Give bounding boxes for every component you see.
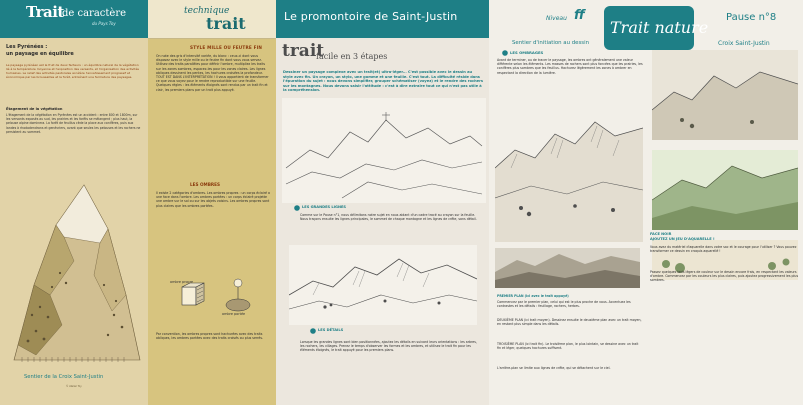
face-noir-heading: FACE NOIR <box>650 232 672 236</box>
aquarelle-paragraph: Vous avez du matériel d'aquarelle dans votre sac et le courage pour l'utiliser ? Vous pouvez transformer ce dessin en croquis aquarellé ! <box>650 245 797 254</box>
vegetation-diagram <box>4 165 144 365</box>
troisieme-plan-paragraph: TROISIÈME PLAN (ici trait fin). Le troisième plan, le plus lointain, se dessine avec un trait fin et léger, quelques hachures suffisent. <box>497 342 639 351</box>
premier-plan-paragraph: Commencez par le premier plan, celui qui est le plus proche de vous. Accentuez les contrastes et les détails : feuillage, rochers, herbes. <box>497 300 631 309</box>
promontoire-title: Le promontoire de Saint-Justin <box>284 10 458 23</box>
promontoire-intro: Dessiner un paysage complexe avec un trait(et) ultra-léger... C'est possible avec le dessin au style avec fin. Un crayon, un stylo, une gomme et une feuille. C'est tout. La difficulté réside dans l'épuration du sujet : nous devons simplifier, grouper schématiser (voyez) et le rendre des rochers sur les montagnes. Nous devons saisir l'attitude : c'est à dire extraire tout ce qui n'est pas utile à la compréhension. <box>283 70 484 93</box>
caractere-title-trait: Trait <box>26 3 64 21</box>
equilibre-heading: un paysage en équilibre <box>6 51 74 57</box>
deuxieme-plan-paragraph: DEUXIÈME PLAN (ici trait moyen). Dessinez ensuite le deuxième plan avec un trait moyen, en restant plus simple dans les détails. <box>497 318 642 327</box>
caractere-footer: Sentier de la Croix Saint-Justin <box>24 374 104 380</box>
grandes-lignes-heading: LES GRANDES LIGNES <box>302 205 346 209</box>
niveau-mark: ff <box>574 8 585 23</box>
details-sketch <box>289 245 477 325</box>
convention-paragraph: Par convention, les ombres propres sont hachurées avec des traits obliques, les ombres portées avec des traits croisés ou plus serrés. <box>156 332 264 341</box>
shadow-sketch <box>168 275 264 317</box>
ombrages-sketch <box>495 78 643 242</box>
step-three-icon <box>502 50 508 56</box>
trait-nature-logo-text: Trait nature <box>610 18 709 37</box>
pyrenees-heading: Les Pyrénées : <box>6 44 48 50</box>
step-one-icon <box>294 205 300 211</box>
ombrages-heading: LES OMBRAGES <box>510 50 544 55</box>
arriere-plan-paragraph: L'arrière-plan se limite aux lignes de crête, qui se détachent sur le ciel. <box>497 366 611 370</box>
etagement-heading: Étagement de la végétation <box>6 107 63 111</box>
pyrenees-paragraph: Le paysage pyrénéen est le fruit de deux facteurs : un équilibre naturel de la végétation lié à la température moyenne et l'exposition des versants, et l'organisation des activités humaines. Le relief des activités pastorales accélère l'envahissement progressif et économique par les broussailles et la forêt, entraînant une fermeture des paysages. <box>6 63 139 80</box>
site-name: Croix Saint-Justin <box>718 40 770 47</box>
lavis-paragraph: Passez quelques lavis légers de couleur sur le dessin encore frais, en respectant les valeurs d'ombre. Commencez par les couleurs les plus claires, puis ajoutez progressivement les plus sombres. <box>650 270 799 283</box>
grandes-lignes-paragraph: Comme sur le Pause n°1, nous délimitons notre sujet en nous aidant d'un cadre tracé au crayon sur la feuille. Nous traçons ensuite les lignes principales, le sommet de chaque montagne et les lignes de crête, sans détail. <box>300 213 477 222</box>
caractere-subtitle: du Pays Toy <box>92 21 116 26</box>
style-mille-paragraph: On note des gris d'intensité variée, du blanc : ceux-ci dont vous disposez avec le style mille ou le feutre fin dont vous vous servez. Utilisez des traits parallèles pour définir l'ombre, multipliez les traits sur les zones sombres, espacez-les pour les zones claires. Les lignes obliques dessinent les pentes, les hachures croisées la profondeur. TOUT EST DANS L'INTERPRÉTATION ! Il vous appartient de transformer ce que vous voyez pour le rendre reproductible sur une feuille. Quelques règles : les éléments éloignés sont rendus par un trait fin et clair, les premiers plans par un trait plus appuyé. <box>156 54 269 92</box>
technique-title: technique <box>184 6 230 16</box>
aquarelle-sketches <box>652 50 798 380</box>
pause-number: Pause n°8 <box>726 12 777 23</box>
ombrages-paragraph: Avant de terminer, ou de tracer le paysage, les ombres ont généralement une valeur différente selon les éléments. Les masses de rochers sont plus foncées que les prairies, les conifères plus sombres que les feuillus. Hachurez légèrement les zones à ombrer en respectant la direction de la lumière. <box>497 58 643 75</box>
ombres-paragraph: Il existe 2 catégories d'ombres. Les ombres propres : un corps éclairé a une face dans l'ombre. Les ombres portées : un corps éclairé projette une ombre sur le sol ou sur les objets voisins. Les ombres propres sont plus claires que les ombres portées. <box>156 191 270 208</box>
etagement-paragraph: L'étagement de la végétation en Pyrénées est un accident : entre 800 et 1800m, sur les versants exposés au sud, les prairies et les forêts se mélangent ; plus haut, la pelouse alpine dominera. La forêt de feuillus cède la place aux conifères, puis aux landes à rhododendrons et genévriers, avant que seules les pelouses et les rochers ne persistent au sommet. <box>6 113 141 134</box>
ombres-heading: LES OMBRES <box>190 182 221 187</box>
ombre-propre-label: ombre propre <box>170 280 194 284</box>
details-heading: LES DÉTAILS <box>318 328 344 332</box>
caractere-credit: © Atelier Toy <box>66 385 82 388</box>
caractere-title-rest: de caractère <box>62 8 127 19</box>
ombre-portee-label: ombre portée <box>222 312 246 316</box>
technique-title-trait: trait <box>206 14 246 33</box>
grandes-lignes-sketch <box>282 98 486 203</box>
plans-photo <box>495 248 640 288</box>
facile-heading: facile en 3 étapes <box>316 52 388 61</box>
details-paragraph: Lorsque les grandes lignes sont bien positionnées, ajoutez les détails en suivant leurs orientations : les arbres, les rochers, les villages. Prenez le temps d'observer les formes et les ombres, et utilisez le trait fin pour les éléments éloignés, le trait appuyé pour les premiers plans. <box>300 340 477 353</box>
aquarelle-heading: AJOUTEZ UN JEU D'AQUARELLE ! <box>650 237 715 241</box>
step-two-icon <box>310 328 316 334</box>
caractere-header <box>0 0 148 38</box>
sentier-label: Sentier d'initiation au dessin <box>512 40 589 46</box>
trait-heading: trait <box>282 41 325 61</box>
style-mille-heading: STYLE MILLE OU FEUTRE FIN <box>190 45 263 50</box>
niveau-label: Niveau <box>546 15 567 22</box>
premier-plan-heading: PREMIER PLAN (ici avec le trait appuyé) <box>497 294 569 298</box>
